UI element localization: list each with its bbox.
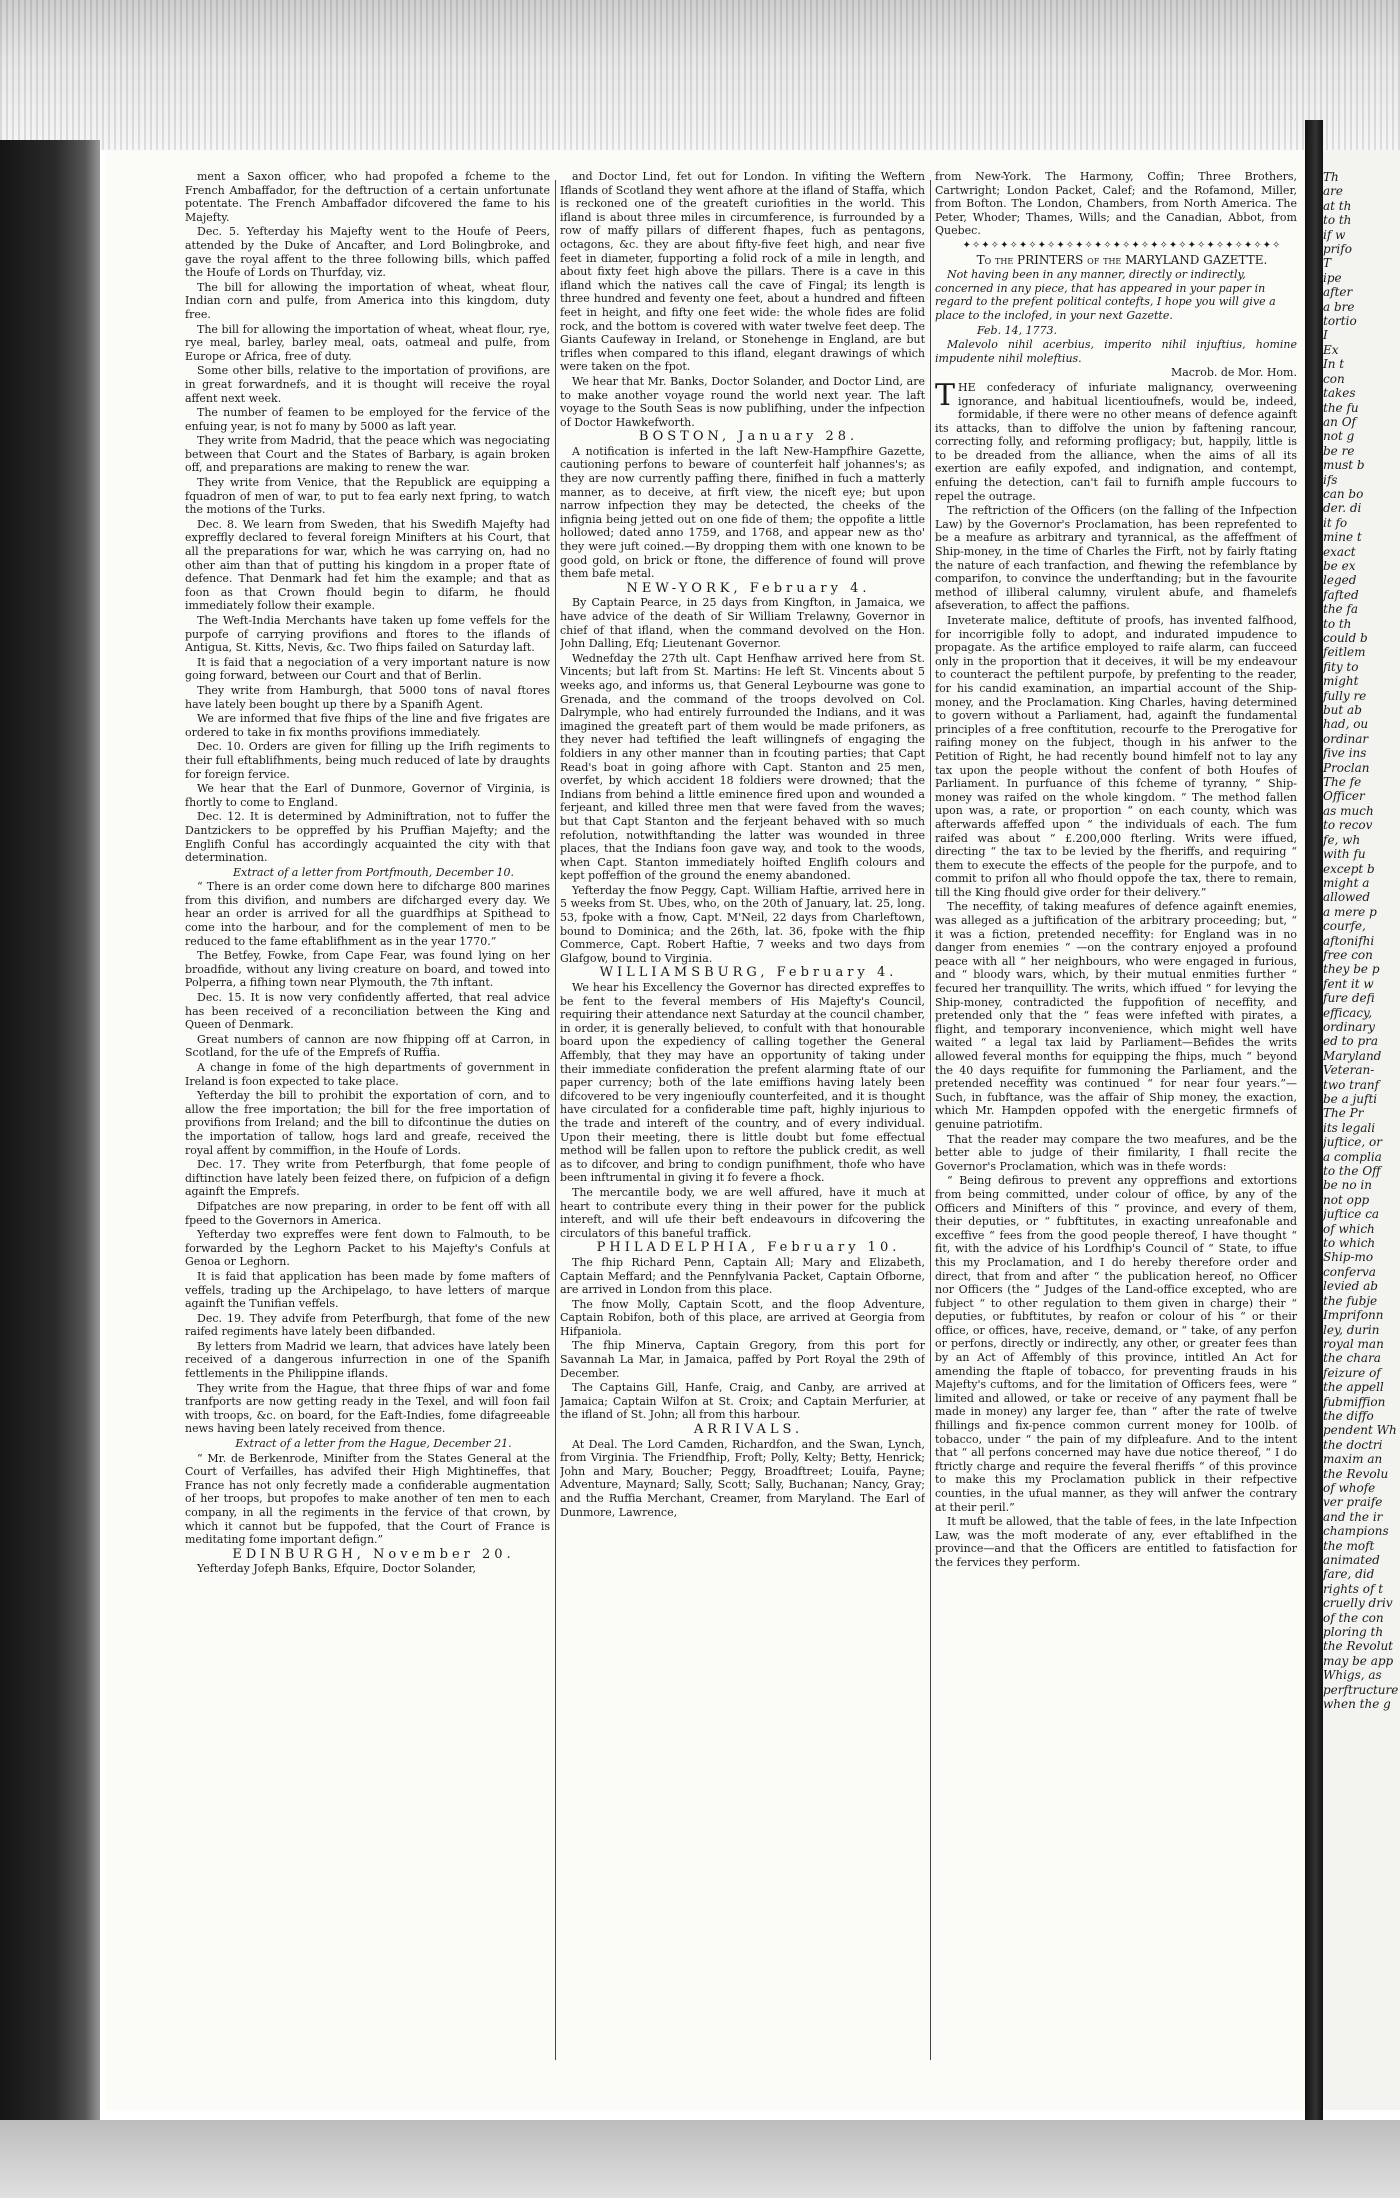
extract-portsmouth-title: Extract of a letter from Portfmouth, December 10. bbox=[233, 865, 514, 879]
adjacent-page-line: T bbox=[1323, 256, 1332, 271]
adjacent-page-line: ed to pra bbox=[1323, 1034, 1379, 1049]
column-3 bbox=[935, 170, 1297, 2100]
adjacent-page-line: ley, durin bbox=[1323, 1322, 1380, 1337]
adjacent-page-line: the Revolut bbox=[1323, 1639, 1393, 1654]
adjacent-page-line: it fo bbox=[1323, 515, 1348, 530]
extract-portsmouth-paragraphs bbox=[185, 880, 550, 1436]
adjacent-page-line: to the Off bbox=[1323, 1164, 1381, 1179]
williamsburg-paragraphs bbox=[560, 981, 925, 1240]
adjacent-page-line: exact bbox=[1323, 544, 1356, 559]
news-paragraph: The Weft-India Merchants have taken up fome veffels for the purpofe of carrying provifions and ftores to the iflands of Antigua, St. Kitts, Nevis, &c. Two fhips failed on Saturday laft. bbox=[185, 614, 550, 655]
column-2 bbox=[560, 170, 925, 2100]
adjacent-page-line: the doctri bbox=[1323, 1437, 1383, 1452]
adjacent-page-line: ordinar bbox=[1323, 731, 1369, 746]
arrivals-paragraphs bbox=[560, 1438, 925, 1520]
adjacent-page-line: be a jufti bbox=[1323, 1092, 1378, 1106]
adjacent-page-line: champions bbox=[1323, 1524, 1389, 1539]
column-1-paragraphs bbox=[185, 170, 550, 865]
news-paragraph: Dec. 12. It is determined by Adminiftration, not to fuffer the Dantzickers to be oppreffed by his Pruffian Majefty; and the Englifh Conful has accordingly acquainted the city with that determination. bbox=[185, 810, 550, 865]
adjacent-page-line: not g bbox=[1323, 429, 1355, 444]
adjacent-page-line: pendent Wh bbox=[1323, 1423, 1397, 1438]
adjacent-page-line: efficacy, bbox=[1323, 1005, 1373, 1020]
news-paragraph: Dec. 8. We learn from Sweden, that his Swedifh Majefty had expreffly declared to feveral foreign Minifters at his Court, that all the preparations for war, which he was carrying on, had no other aim than that of putting his kingdom in a proper ftate of defence. That Denmark had fet him the example; and that as foon as that Crown fhould begin to difarm, he fhould immediately follow their example. bbox=[185, 517, 550, 613]
extract-hague-title: Extract of a letter from the Hague, December 21. bbox=[235, 1437, 512, 1451]
news-paragraph: Dec. 5. Yefterday his Majefty went to the Houfe of Peers, attended by the Duke of Ancafter, and Lord Bolingbroke, and gave the royal affent to the three following bills, which paffed the Houfe of Lords on Thurfday, viz. bbox=[185, 225, 550, 280]
adjacent-page-line: the appell bbox=[1323, 1380, 1384, 1395]
news-paragraph: A change in fome of the high departments of government in Ireland is foon expected to take place. bbox=[185, 1061, 550, 1088]
adjacent-page-line: Ship-mo bbox=[1323, 1250, 1374, 1265]
news-paragraph: The bill for allowing the importation of wheat, wheat flour, Indian corn and pulfe, from America into this kingdom, duty free. bbox=[185, 280, 550, 321]
adjacent-page-line: to which bbox=[1323, 1236, 1376, 1251]
motto-author: Macrob. de Mor. Hom. bbox=[1170, 366, 1297, 380]
news-paragraph: By letters from Madrid we learn, that advices have lately been received of a dangerous infurrection in one of the Spanifh fettlements in the Philippine iflands. bbox=[185, 1339, 550, 1381]
adjacent-page-line: fure defi bbox=[1323, 991, 1375, 1006]
adjacent-page-line: fare, did bbox=[1323, 1567, 1375, 1582]
news-paragraph: We hear his Excellency the Governor has directed expreffes to be fent to the feveral members of His Majefty's Council, requiring their attendance next Saturday at the council chamber, in order, it is generally believed, to confult with that honourable board upon the expediency of calling together the General Affembly, that they may have an opportunity of taking under their immediate confideration the prefent alarming ftate of our paper currency; both of the late emiffions having lately been difcovered to be very ingenioufly counterfeited, and it is thought have circulated for a confiderable time paft, highly injurious to the trade and intereft of the country, and of every individual. Upon their meeting, there is little doubt but fome effectual method will be fallen upon to reftore the publick credit, as well as to difcover, and bring to condign punifhment, thofe who have been inftrumental in giving it fo fevere a fhock. bbox=[560, 981, 925, 1185]
adjacent-page-line: with fu bbox=[1323, 847, 1366, 862]
adjacent-page-line: The fe bbox=[1323, 775, 1362, 790]
adjacent-page-line: if w bbox=[1323, 227, 1346, 242]
dateline-arrivals: ARRIVALS. bbox=[693, 1422, 804, 1438]
adjacent-page-line: Ex bbox=[1323, 342, 1339, 357]
adjacent-page-line: as much bbox=[1323, 803, 1374, 818]
adjacent-page-line: juftice, or bbox=[1323, 1135, 1382, 1150]
column-3-intro: from New-York. The Harmony, Coffin; Three Brothers, Cartwright; London Packet, Calef; and the Rofamond, Miller, from Bofton. The London, Chambers, from North America. The Peter, Whoder; Thames, Wills; and the Canadian, Abbot, from Quebec. bbox=[935, 170, 1297, 238]
drop-cap: T bbox=[935, 377, 956, 413]
adjacent-page-line: cruelly driv bbox=[1323, 1596, 1393, 1611]
adjacent-page-line: fully re bbox=[1323, 688, 1367, 703]
adjacent-page-line: ifs bbox=[1323, 472, 1338, 487]
adjacent-page-line: royal man bbox=[1323, 1336, 1384, 1351]
news-paragraph: “ Mr. de Berkenrode, Minifter from the States General at the Court of Verfailles, has advifed their High Mightineffes, that France has not only fecretly made a confiderable augmentation of her troops, but propofes to make another of ten men to each company, in all the regiments in the fervice of that crown, by which it cannot but be fuppofed, that the Court of France is meditating fome important defign.” bbox=[185, 1451, 550, 1547]
news-paragraph: Dec. 19. They advife from Peterfburgh, that fome of the new raifed regiments have lately been difbanded. bbox=[185, 1311, 550, 1339]
adjacent-page-line: takes bbox=[1323, 386, 1356, 401]
latin-motto: Malevolo nihil acerbius, imperito nihil injuftius, homine impudente nihil moleftius. bbox=[935, 338, 1297, 365]
adjacent-page-line: Imprifonn bbox=[1323, 1308, 1384, 1323]
adjacent-page-line: at th bbox=[1323, 198, 1352, 213]
adjacent-page-line: ordinary bbox=[1323, 1019, 1375, 1034]
news-paragraph: The number of feamen to be employed for the fervice of the enfuing year, is not fo many by 5000 as laft year. bbox=[185, 406, 550, 433]
adjacent-page-line: tortio bbox=[1323, 314, 1357, 329]
adjacent-page-line: In t bbox=[1323, 357, 1345, 372]
adjacent-page-line: fent it w bbox=[1323, 976, 1374, 991]
dateline-new-york: NEW-YORK, February 4. bbox=[626, 580, 871, 596]
adjacent-page-line: rights of t bbox=[1323, 1581, 1384, 1596]
adjacent-page-line: juftice ca bbox=[1323, 1207, 1380, 1222]
edinburgh-text: Yefterday Jofeph Banks, Efquire, Doctor Solander, bbox=[197, 1562, 476, 1576]
adjacent-page-line: a bre bbox=[1323, 299, 1355, 314]
adjacent-page-line: be no in bbox=[1323, 1178, 1372, 1193]
adjacent-page-line: be re bbox=[1323, 443, 1355, 458]
adjacent-page-line: Maryland bbox=[1323, 1048, 1382, 1063]
adjacent-page-line: maxim an bbox=[1323, 1452, 1383, 1467]
adjacent-page-line: Officer bbox=[1323, 789, 1365, 804]
column-rule bbox=[555, 180, 556, 2060]
adjacent-page-line: can bo bbox=[1323, 486, 1364, 501]
adjacent-page-line: must b bbox=[1323, 458, 1365, 473]
adjacent-page-line: the fu bbox=[1323, 400, 1359, 415]
news-paragraph: “ There is an order come down here to difcharge 800 marines from this divifion, and numbers are difcharged every day. We hear an order is arrived for all the guardfhips at Spithead to come into the harbour, and for the complement of men to be reduced to the fame eftablifhment as in the year 1770.” bbox=[185, 880, 550, 948]
news-paragraph: The Betfey, Fowke, from Cape Fear, was found lying on her broadfide, without any living creature on board, and towed into Polperra, a fifhing town near Plymouth, the 7th inftant. bbox=[185, 949, 550, 990]
adjacent-page-line: not opp bbox=[1323, 1192, 1370, 1207]
adjacent-page-line: five ins bbox=[1323, 746, 1367, 761]
news-paragraph: ment a Saxon officer, who had propofed a fcheme to the French Ambaffador, for the deftruction of a certain unfortunate potentate. The French Ambaffador difcovered the fame to his Majefty. bbox=[185, 170, 550, 224]
adjacent-page-line: the moft bbox=[1323, 1538, 1375, 1553]
adjacent-page-line: Veteran- bbox=[1323, 1063, 1375, 1078]
news-paragraph: They write from the Hague, that three fhips of war and fome tranfports are now getting ready in the Texel, and will foon fail with troops, &c. on board, for the Eaft-Indies, fome difagreeable news having been lately received from thence. bbox=[185, 1381, 550, 1436]
news-paragraph: and Doctor Lind, fet out for London. In vifiting the Weftern Iflands of Scotland they went afhore at the ifland of Staffa, which is reckoned one of the greateft curiofities in the world. This ifland is about three miles in circumference, is furrounded by a row of maffy pillars of different fhapes, fuch as pentagons, octagons, &c. they are about fifty-five feet high, and near five feet in diameter, fupporting a folid rock of a mile in length, and about fixty feet high above the pillars. There is a cave in this ifland which the natives call the cave of Fingal; its length is three hundred and feventy one feet, about a hundred and fifteen feet in height, and fifty one feet wide: the whole fides are folid rock, and the bottom is covered with water twelve feet deep. The Giants Caufeway in Ireland, or Stonehenge in England, are but trifles when compared to this ifland, elegant drawings of which were taken on the fpot. bbox=[560, 170, 925, 374]
news-paragraph: The mercantile body, we are well affured, have it much at heart to contribute every thing in their power for the publick intereft, and will ufe their beft endeavours in difcovering the circulators of this baneful traffick. bbox=[560, 1185, 925, 1240]
adjacent-page-line: are bbox=[1323, 184, 1343, 199]
extract-hague-paragraphs bbox=[185, 1452, 550, 1547]
news-paragraph: Yefterday two expreffes were fent down to Falmouth, to be forwarded by the Leghorn Packet to his Majefty's Confuls at Genoa or Leghorn. bbox=[185, 1228, 550, 1269]
news-paragraph: We hear that the Earl of Dunmore, Governor of Virginia, is fhortly to come to England. bbox=[185, 782, 550, 809]
adjacent-page-line: ver praife bbox=[1323, 1495, 1383, 1510]
adjacent-page-line: The Pr bbox=[1323, 1106, 1364, 1121]
adjacent-page-line: but ab bbox=[1323, 703, 1362, 718]
adjacent-page-line: could b bbox=[1323, 631, 1368, 645]
adjacent-page-line: fe, wh bbox=[1323, 832, 1361, 847]
adjacent-page-line: conferva bbox=[1323, 1264, 1376, 1279]
adjacent-page-line: perftructure bbox=[1323, 1682, 1399, 1697]
ornament-divider: ✦✧✦✧✦✧✦✧✦✧✦✧✦✧✦✧✦✧✦✧✦✧✦✧✦✧✦✧✦✧✦✧✦✧ bbox=[962, 239, 1282, 251]
philadelphia-paragraphs bbox=[560, 1256, 925, 1422]
column-2-intro bbox=[560, 170, 925, 429]
boston-paragraphs bbox=[560, 445, 925, 581]
adjacent-page-line: when the g bbox=[1323, 1697, 1391, 1712]
scan-left-shadow bbox=[0, 140, 100, 2120]
adjacent-page-line: ipe bbox=[1323, 270, 1342, 285]
page-fold bbox=[1305, 120, 1323, 2120]
news-paragraph: Yefterday the bill to prohibit the exportation of corn, and to allow the free importation; the bill for the free importation of provifions from Ireland; and the bill to difcontinue the duties on the importation of tallow, hogs lard and greafe, received the royal affent by commiffion, in the Houfe of Lords. bbox=[185, 1089, 550, 1157]
scan-top-margin bbox=[0, 0, 1400, 150]
dateline-boston: BOSTON, January 28. bbox=[638, 429, 859, 445]
adjacent-page-line: I bbox=[1323, 328, 1328, 343]
adjacent-page-line: might a bbox=[1323, 875, 1370, 890]
adjacent-page-line: mine t bbox=[1323, 530, 1362, 545]
adjacent-page-line: leged bbox=[1323, 573, 1357, 588]
letter-paragraph: “ Being defirous to prevent any oppreffions and extortions from being committed, under colour of office, by any of the Officers and Minifters of this “ province, and every of them, their deputies, or “ fubftitutes, in exacting unreafonable and exceffive “ fees from the good people thereof, I have thought “ fit, with the advice of his Lordfhip's Council of “ State, to iffue this my Proclamation, and I do hereby therefore order and direct, that from and after “ the publication hereof, no Officer nor Officers (the “ Judges of the Land-office excepted, who are fubject “ to other regulation to them given in charge) their “ deputies, or fubftitutes, by reafon or colour of his “ or their office, or offices, have, receive, demand, or “ take, of any perfon or perfons, directly or indirectly, any other, or greater fees than by an Act of Affembly of this province, intitled An Act for amending the ftaple of tobacco, for preventing frauds in his Majefty's cuftoms, and for the limitation of Officers fees, were “ limited and allowed, or take or receive of any payment fhall be made in money) any larger fee, than “ after the rate of twelve fhillings and fix-pence common current money for 100lb. of tobacco, under “ the pain of my difpleafure. And to the intent that “ all perfons concerned may have due notice thereof, “ I do ftrictly charge and require the feveral fheriffs “ of this province to make this my Proclamation publick in their refpective counties, in the ufual manner, as they will anfwer the contrary at their peril.” bbox=[935, 1174, 1297, 1514]
adjacent-page-line: con bbox=[1323, 371, 1345, 386]
adjacent-page-line: of the con bbox=[1323, 1610, 1384, 1625]
adjacent-page-line: fafted bbox=[1323, 587, 1359, 602]
news-paragraph: We hear that Mr. Banks, Doctor Solander, and Doctor Lind, are to make another voyage round the world next year. The laft voyage to the South Seas is now publifhing, under the infpection of Doctor Hawkefworth. bbox=[560, 374, 925, 429]
adjacent-page-line: aftonifhi bbox=[1323, 933, 1375, 948]
letter-paragraph: THE confederacy of infuriate malignancy, overweening ignorance, and habitual licentioufnefs, would be, indeed, formidable, if there were no other means of defence againft its attacks, than to diffolve the union by faftening rancour, correcting folly, and reforming profligacy; but, happily, little is to be dreaded from the alliance, when the aims of all its exertion are eafily expofed, and indignation, and contempt, enfuing the detection, can't fail to furnifh ample fuccours to repel the outrage. bbox=[935, 377, 1297, 503]
adjacent-page-line: the fa bbox=[1323, 602, 1359, 617]
adjacent-page-line: to recov bbox=[1323, 818, 1373, 833]
adjacent-page-line: the fubje bbox=[1323, 1293, 1378, 1308]
adjacent-page-line: feitlem bbox=[1323, 645, 1366, 660]
adjacent-page-line: animated bbox=[1323, 1553, 1380, 1567]
news-paragraph: A notification is inferted in the laft New-Hampfhire Gazette, cautioning perfons to beware of counterfeit half johannes's; as they are now currently paffing there, finifhed in fuch a matterly manner, as to deceive, at firft view, the niceft eye; but upon narrow infpection they may be detected, the cheeks of the infignia being jetted out on one fide of them; the oppofite a little hollowed; dated anno 1759, and 1768, and appear new as tho' they were juft coined.—By dropping them with one known to be good gold, on brick or ftone, the difference of found will prove them bafe metal. bbox=[560, 444, 925, 581]
adjacent-page-line: two tranf bbox=[1323, 1077, 1380, 1092]
adjacent-page-line: the diffo bbox=[1323, 1408, 1374, 1423]
letter-date: Feb. 14, 1773. bbox=[977, 323, 1058, 337]
adjacent-page-line: be ex bbox=[1323, 558, 1356, 573]
adjacent-page-fragment bbox=[1323, 150, 1400, 2110]
news-paragraph: It is faid that application has been made by fome mafters of veffels, trading up the Archipelago, to have letters of marque againft the Tunifian veffels. bbox=[185, 1269, 550, 1311]
adjacent-page-line: its legali bbox=[1323, 1120, 1376, 1135]
adjacent-page-line: a complia bbox=[1323, 1149, 1382, 1164]
adjacent-page-line: allowed bbox=[1323, 890, 1371, 905]
adjacent-page-line: except b bbox=[1323, 861, 1375, 876]
news-paragraph: Great numbers of cannon are now fhipping off at Carron, in Scotland, for the ufe of the Emprefs of Ruffia. bbox=[185, 1032, 550, 1060]
letter-paragraph: That the reader may compare the two meafures, and be the better able to judge of their fimilarity, I fhall recite the Governor's Proclamation, which was in thefe words: bbox=[935, 1132, 1297, 1173]
adjacent-page-line: ploring th bbox=[1323, 1625, 1384, 1640]
adjacent-page-line: they be p bbox=[1323, 962, 1380, 977]
adjacent-page-line: Proclan bbox=[1323, 760, 1370, 775]
letter-body bbox=[935, 377, 1297, 1570]
adjacent-page-line: the Revolu bbox=[1323, 1466, 1389, 1481]
news-paragraph: The bill for allowing the importation of wheat, wheat flour, rye, rye meal, barley, barley meal, oats, oatmeal and pulfe, from Europe or Africa, free of duty. bbox=[185, 322, 550, 363]
adjacent-page-line: fubmiffion bbox=[1323, 1394, 1386, 1409]
dateline-williamsburg: WILLIAMSBURG, February 4. bbox=[599, 965, 898, 981]
news-paragraph: Wednefday the 27th ult. Capt Henfhaw arrived here from St. Vincents; but laft from St. Martins: He left St. Vincents about 5 weeks ago, and informs us, that General Leybourne was gone to Grenada, and the command of the troops devolved on Col. Dalrymple, who had entirely furrounded the Indians, and it was imagined the greateft part of them would be made prifoners, as they never had teftified the leaft willingnefs of engaging the foldiers in any other manner than in fcouting parties; that Capt Read's boat in going afhore with Capt. Stanton and 25 men, overfet, by which accident 18 foldiers were drowned; that the Indians from behind a little eminence fired upon and wounded a ferjeant, and killed three men that were faved from the waves; but that Capt Stanton and the ferjeant behaved with so much refolution, notwithftanding the latter was wounded in three places, that the Indians foon gave way, and took to the woods, when Capt. Stanton immediately hoifted Englifh colours and kept poffeffion of the ground the enemy abandoned. bbox=[560, 651, 925, 883]
letter-italic-intro: Not having been in any manner, directly or indirectly, concerned in any piece, that has appeared in your paper in regard to the prefent political contefts, I hope you will give a place to the inclofed, in your next Gazette. bbox=[935, 268, 1276, 322]
news-paragraph: The fhip Richard Penn, Captain All; Mary and Elizabeth, Captain Meffard; and the Pennfylvania Packet, Captain Ofborne, are arrived in London from this place. bbox=[560, 1255, 925, 1297]
news-paragraph: At Deal. The Lord Camden, Richardfon, and the Swan, Lynch, from Virginia. The Friendfhip, Froft; Polly, Kelty; Betty, Henrick; John and Mary, Boucher; Peggy, Broadftreet; Louifa, Payne; Adventure, Maynard; Sally, Scott; Sally, Buchanan; Nancy, Gray; and the Ruffia Merchant, Creamer, from Maryland. The Earl of Dunmore, Lawrence, bbox=[560, 1437, 925, 1519]
adjacent-page-line: levied ab bbox=[1323, 1279, 1378, 1294]
letter-paragraph: The reftriction of the Officers (on the falling of the Infpection Law) by the Governor's Proclamation, has been reprefented to be a meafure as arbitrary and tyrannical, as the affeffment of Ship-money, in the time of Charles the Firft, not by fairly ftating the nature of each tranfaction, and fhewing the refemblance by comparifon, to convince the underftanding; but in the favourite method of illiberal calumny, virulent abufe, and fhamelefs afseveration, to affect the paffions. bbox=[935, 504, 1297, 613]
letter-heading: To the PRINTERS of the MARYLAND GAZETTE. bbox=[976, 252, 1268, 267]
column-1 bbox=[185, 170, 550, 2100]
letter-paragraph: The neceffity, of taking meafures of defence againft enemies, was alleged as a juftification of the arbitrary proceeding; but, “ it was a fiction, pretended neceffity: for England was in no danger from enemies “ —on the contrary enjoyed a profound peace with all “ her neighbours, who were engaged in furious, and “ bloody wars, which, by their mutual enmities further “ fecured her tranquillity. The writs, which iffued “ for levying the Ship-money, contradicted the fuppofition of neceffity, and pretended only that the “ feas were infefted with pirates, a flight, and temporary inconvenience, which might well have waited “ a legal tax laid by Parliament—Befides the writs allowed feveral months for equipping the fhips, much “ beyond the 40 days requifite for fummoning the Parliament, and the pretended neceffity was continued “ for near four years.”—Such, in fubftance, was the affair of Ship money, the exaction, which Mr. Hampden oppofed with the energetic firmnefs of genuine patriotifm. bbox=[935, 900, 1297, 1131]
news-paragraph: It is faid that a negociation of a very important nature is now going forward, between our Court and that of Berlin. bbox=[185, 655, 550, 683]
adjacent-page-line: Whigs, as bbox=[1323, 1668, 1382, 1683]
adjacent-page-line: der. di bbox=[1323, 501, 1362, 516]
news-paragraph: The fhip Minerva, Captain Gregory, from this port for Savannah La Mar, in Jamaica, paffed by Port Royal the 29th of December. bbox=[560, 1339, 925, 1380]
adjacent-page-line: to th bbox=[1323, 616, 1352, 631]
new-york-paragraphs bbox=[560, 596, 925, 965]
column-rule bbox=[930, 180, 931, 2060]
news-paragraph: Dec. 15. It is now very confidently afferted, that real advice has been received of a reconciliation between the King and Queen of Denmark. bbox=[185, 991, 550, 1032]
news-paragraph: Difpatches are now preparing, in order to be fent off with all fpeed to the Governors in America. bbox=[185, 1199, 550, 1227]
dateline-edinburgh: EDINBURGH, November 20. bbox=[232, 1546, 515, 1562]
adjacent-page-line: an Of bbox=[1323, 414, 1356, 429]
adjacent-page-line: free con bbox=[1323, 947, 1373, 962]
adjacent-page-line: had, ou bbox=[1323, 717, 1369, 732]
dateline-philadelphia: PHILADELPHIA, February 10. bbox=[596, 1240, 901, 1256]
news-paragraph: We are informed that five fhips of the line and five frigates are ordered to take in fix months provifions immediately. bbox=[185, 712, 550, 739]
adjacent-page-line: prifo bbox=[1323, 242, 1352, 257]
news-paragraph: Dec. 17. They write from Peterfburgh, that fome people of diftinction have lately been feized there, on fufpicion of a defign againft the Emprefs. bbox=[185, 1158, 550, 1199]
adjacent-page-line: might bbox=[1323, 674, 1359, 689]
news-paragraph: Dec. 10. Orders are given for filling up the Irifh regiments to their full eftablifhments, being much reduced of late by draughts for foreign fervice. bbox=[185, 740, 550, 781]
news-paragraph: They write from Venice, that the Republick are equipping a fquadron of men of war, to put to fea early next fpring, to watch the motions of the Turks. bbox=[185, 476, 550, 517]
news-paragraph: Yefterday the fnow Peggy, Capt. William Haftie, arrived here in 5 weeks from St. Ubes, who, on the 20th of January, lat. 25, long. 53, fpoke with a fnow, Capt. M'Neil, 22 days from Charleftown, bound to Dominica; and the 26th, lat. 36, fpoke with the fhip Commerce, Capt. Robert Haftie, 7 weeks and two days from Glafgow, bound to Virginia. bbox=[560, 883, 925, 965]
scan-bottom-margin bbox=[0, 2120, 1400, 2198]
adjacent-page-line: a mere p bbox=[1323, 904, 1377, 919]
news-paragraph: The fnow Molly, Captain Scott, and the floop Adventure, Captain Robifon, both of this place, are arrived at Georgia from Hifpaniola. bbox=[560, 1297, 925, 1338]
adjacent-page-line: and the ir bbox=[1323, 1509, 1383, 1524]
news-paragraph: They write from Madrid, that the peace which was negociating between that Court and the States of Barbary, is again broken off, and preparations are making to renew the war. bbox=[185, 434, 550, 475]
news-paragraph: The Captains Gill, Hanfe, Craig, and Canby, are arrived at Jamaica; Captain Wilfon at St. Croix; and Captain Merfurier, at the ifland of St. John; all from this harbour. bbox=[560, 1381, 925, 1422]
letter-paragraph: It muft be allowed, that the table of fees, in the late Infpection Law, was the moft moderate of any, ever eftablifhed in the province—and that the Officers are entitled to fatisfaction for the fervices they perform. bbox=[935, 1515, 1297, 1569]
adjacent-page-line: after bbox=[1323, 285, 1353, 300]
adjacent-page-line: the chara bbox=[1323, 1351, 1381, 1366]
adjacent-page-line: of which bbox=[1323, 1221, 1375, 1236]
news-paragraph: They write from Hamburgh, that 5000 tons of naval ftores have lately been bought up there by a Spanifh Agent. bbox=[185, 683, 550, 711]
adjacent-page-line: fity to bbox=[1323, 659, 1359, 674]
adjacent-page-line: to th bbox=[1323, 213, 1352, 228]
adjacent-page-line: courfe, bbox=[1323, 919, 1366, 934]
letter-paragraph: Inveterate malice, deftitute of proofs, has invented falfhood, for incorrigible folly to adopt, and indurated impudence to propagate. As the artifice employed to raife alarm, can fucceed only in the proportion that it deceives, it will be my endeavour to counteract the peftilent purpofe, by prefenting to the reader, for his candid examination, an impartial account of the Ship-money, and the Proclamation. King Charles, having determined to govern without a Parliament, had, againft the fundamental principles of a free conftitution, recourfe to the Prerogative for raifing money on the fubject, though in his anfwer to the Petition of Right, he had recently bound himfelf not to lay any tax upon the people without the confent of both Houfes of Parliament. In purfuance of this fcheme of tyranny, “ Ship-money was raifed on the whole kingdom. “ The method fallen upon was, a rate, or proportion “ on each county, which was afterwards affeffed upon “ the individuals of each. The fum raifed was about “ £.200,000 fterling. Writs were iffued, directing “ the tax to be levied by the fheriffs, and requiring “ them to execute the effects of the people for the purpofe, and to commit to prifon all who fhould oppofe the tax, there to remain, till the King fhould give order for their delivery.” bbox=[935, 614, 1297, 899]
adjacent-page-line: of whofe bbox=[1323, 1480, 1376, 1495]
adjacent-page-line: may be app bbox=[1323, 1653, 1394, 1668]
adjacent-page-line: Th bbox=[1323, 170, 1339, 184]
news-paragraph: Some other bills, relative to the importation of provifions, are in great forwardnefs, and it is thought will receive the royal affent next week. bbox=[185, 364, 550, 405]
news-paragraph: By Captain Pearce, in 25 days from Kingfton, in Jamaica, we have advice of the death of Sir William Trelawny, Governor in chief of that ifland, when the command devolved on the Hon. John Dalling, Efq; Lieutenant Governor. bbox=[560, 596, 925, 651]
adjacent-page-line: feizure of bbox=[1323, 1365, 1381, 1380]
